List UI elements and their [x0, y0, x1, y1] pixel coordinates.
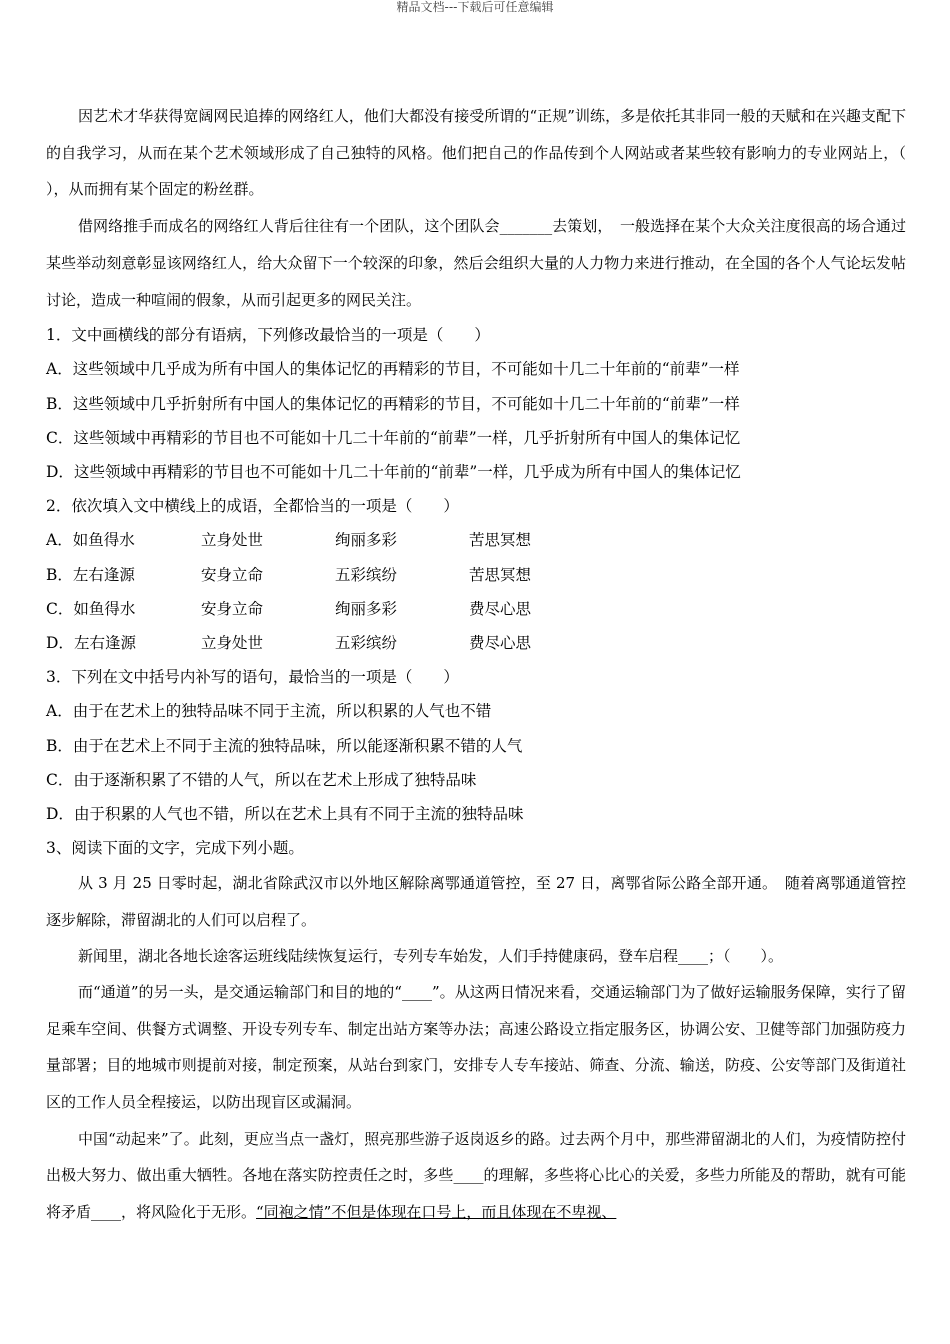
- option-label: C．: [46, 599, 74, 618]
- question-1-option-b: [46, 387, 906, 421]
- option-word: 立身处世: [201, 634, 264, 653]
- question-3-option-b: [46, 729, 906, 763]
- option-word: 如鱼得水: [73, 599, 136, 618]
- question-1-option-d: [46, 455, 906, 489]
- option-word: 如鱼得水: [72, 531, 135, 550]
- question-3: [46, 660, 906, 831]
- option-word: 费尽心思: [469, 599, 532, 618]
- question-3-option-c: [46, 763, 906, 797]
- section-3-paragraph-2: 新闻里，湖北各地长途客运班线陆续恢复运行，专列专车始发，人们手持健康码，登车启程____；（ ）。: [78, 946, 784, 965]
- option-word: 安身立命: [201, 599, 264, 618]
- section-3-paragraph-4-text: 中国“动起来”了。此刻，更应当点一盏灯，照亮那些游子返岗返乡的路。过去两个月中，那些滞留湖北的人们，为疫情防控付出极大努力、做出重大牺牲。各地在落实防控责任之时，多些____的理解，多些将心比心的关爱，多些力所能及的帮助，就有可能将矛盾____，将风险化于无形。: [46, 1129, 906, 1222]
- question-3-stem: 下列在文中括号内补写的语句，最恰当的一项是（ ）: [71, 668, 459, 687]
- question-3-option-d: [46, 797, 906, 831]
- option-label: B．: [46, 565, 73, 584]
- question-2-option-a: [46, 523, 906, 557]
- option-label: A．: [46, 360, 73, 379]
- option-word: 费尽心思: [469, 634, 532, 653]
- section-3-title: 3、阅读下面的文字，完成下列小题。: [46, 839, 304, 858]
- question-2-option-d: [46, 626, 906, 660]
- option-word: 绚丽多彩: [335, 531, 398, 550]
- option-text: 由于在艺术上不同于主流的独特品味，所以能逐渐积累不错的人气: [72, 736, 523, 755]
- option-label: D．: [46, 634, 74, 653]
- option-word: 立身处世: [201, 531, 264, 550]
- option-word: 五彩缤纷: [335, 634, 398, 653]
- option-label: B．: [46, 394, 73, 413]
- option-label: D．: [46, 805, 74, 824]
- section-3-paragraph-3: 而“通道”的另一头，是交通运输部门和目的地的“____”。从这两日情况来看，交通运输部门为了做好运输服务保障，实行了留足乘车空间、供餐方式调整、开设专列专车、制定出站方案等办法；高速公路设立指定服务区，协调公安、卫健等部门加强防疫力量部署；目的地城市则提前对接，制定预案，从站台到家门，安排专人专车接站、筛查、分流、输送，防疫、公安等部门及街道社区的工作人员全程接运，以防出现盲区或漏洞。: [46, 982, 906, 1111]
- option-word: 左右逢源: [72, 565, 135, 584]
- option-text: 由于积累的人气也不错，所以在艺术上具有不同于主流的独特品味: [73, 805, 524, 824]
- question-2-stem: 依次填入文中横线上的成语，全都恰当的一项是（ ）: [71, 497, 459, 516]
- option-text: 这些领域中再精彩的节目也不可能如十几二十年前的“前辈”一样，几乎成为所有中国人的集体记忆: [73, 463, 741, 482]
- question-3-number: 3．: [46, 668, 72, 687]
- question-1: [46, 318, 906, 489]
- option-label: A．: [46, 531, 73, 550]
- question-2-number: 2．: [46, 497, 72, 516]
- question-2-option-b: [46, 558, 906, 592]
- section-3-paragraph-1: 从 3 月 25 日零时起，湖北省除武汉市以外地区解除离鄂通道管控，至 27 日，离鄂省际公路全部开通。 随着离鄂通道管控逐步解除，滞留湖北的人们可以启程了。: [46, 874, 906, 930]
- question-3-option-a: [46, 694, 906, 728]
- option-word: 苦思冥想: [469, 531, 532, 550]
- underlined-sentence: “同袍之情”不但是体现在口号上，而且体现在不卑视、: [256, 1203, 617, 1222]
- question-1-number: 1．: [46, 326, 72, 345]
- option-label: B．: [46, 736, 73, 755]
- document-body: [46, 98, 937, 1231]
- option-text: 这些领域中几乎成为所有中国人的集体记忆的再精彩的节目，不可能如十几二十年前的“前辈”一样: [72, 360, 740, 379]
- option-label: D．: [46, 463, 74, 482]
- question-2: [46, 489, 906, 660]
- question-1-stem: 文中画横线的部分有语病，下列修改最恰当的一项是（ ）: [71, 326, 490, 345]
- question-2-option-c: [46, 592, 906, 626]
- question-1-option-c: [46, 421, 906, 455]
- question-1-option-a: [46, 352, 906, 386]
- option-label: A．: [46, 702, 73, 721]
- option-text: 由于逐渐积累了不错的人气，所以在艺术上形成了独特品味: [73, 770, 477, 789]
- option-word: 五彩缤纷: [335, 565, 398, 584]
- option-text: 这些领域中几乎折射所有中国人的集体记忆的再精彩的节目，不可能如十几二十年前的“前辈”一样: [72, 394, 740, 413]
- passage1-paragraph-1: 因艺术才华获得宽阔网民追捧的网络红人，他们大都没有接受所谓的“正规”训练，多是依托其非同一般的天赋和在兴趣支配下的自我学习，从而在某个艺术领域形成了自己独特的风格。他们把自己的作品传到个人网站或者某些较有影响力的专业网站上，（ ），从而拥有某个固定的粉丝群。: [46, 107, 937, 199]
- option-text: 这些领域中再精彩的节目也不可能如十几二十年前的“前辈”一样，几乎折射所有中国人的集体记忆: [73, 428, 741, 447]
- option-text: 由于在艺术上的独特品味不同于主流，所以积累的人气也不错: [72, 702, 492, 721]
- option-word: 安身立命: [201, 565, 264, 584]
- section-3-paragraph-4: [46, 1121, 906, 1231]
- option-label: C．: [46, 428, 74, 447]
- option-word: 左右逢源: [73, 634, 136, 653]
- option-word: 苦思冥想: [469, 565, 532, 584]
- passage1-paragraph-2: 借网络推手而成名的网络红人背后往往有一个团队，这个团队会_______去策划， 一般选择在某个大众关注度很高的场合通过某些举动刻意彰显该网络红人，给大众留下一个较深的印象，然后会组织大量的人力物力来进行推动，在全国的各个人气论坛发帖讨论，造成一种喧闹的假象，从而引起更多的网民关注。: [46, 217, 906, 309]
- page-header: 精品文档---下载后可任意编辑: [396, 0, 554, 14]
- option-word: 绚丽多彩: [335, 599, 398, 618]
- option-label: C．: [46, 770, 74, 789]
